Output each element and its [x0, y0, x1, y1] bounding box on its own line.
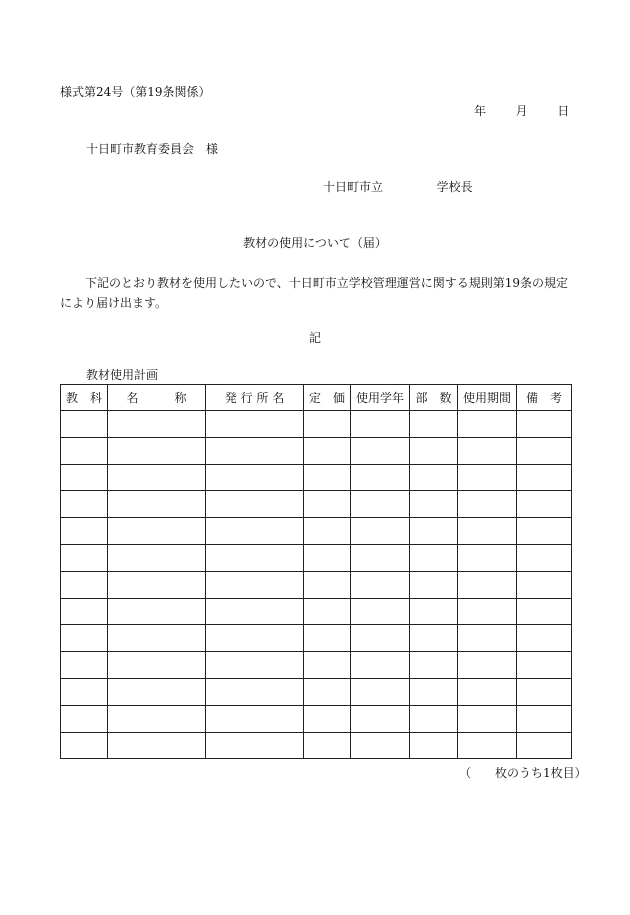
table-cell[interactable]	[458, 437, 517, 464]
table-cell[interactable]	[410, 544, 458, 571]
table-cell[interactable]	[517, 598, 572, 625]
table-cell[interactable]	[410, 652, 458, 679]
table-cell[interactable]	[206, 625, 304, 652]
table-cell[interactable]	[61, 437, 108, 464]
table-cell[interactable]	[61, 705, 108, 732]
table-cell[interactable]	[304, 544, 351, 571]
col-header-subject: 教 科	[61, 385, 108, 411]
table-cell[interactable]	[458, 544, 517, 571]
table-row	[61, 705, 572, 732]
table-cell[interactable]	[206, 705, 304, 732]
table-cell[interactable]	[108, 732, 206, 759]
table-row	[61, 598, 572, 625]
table-cell[interactable]	[108, 544, 206, 571]
table-cell[interactable]	[108, 464, 206, 491]
table-row	[61, 678, 572, 705]
document-title: 教材の使用について（届）	[243, 236, 387, 250]
date-day: 日	[557, 104, 570, 118]
table-cell[interactable]	[351, 491, 410, 518]
table-cell[interactable]	[351, 544, 410, 571]
table-cell[interactable]	[304, 732, 351, 759]
table-row	[61, 625, 572, 652]
table-cell[interactable]	[304, 678, 351, 705]
table-cell[interactable]	[206, 678, 304, 705]
body-text: 下記のとおり教材を使用したいので、十日町市立学校管理運営に関する規則第19条の規定により届け出ます。	[60, 276, 569, 310]
table-cell[interactable]	[517, 518, 572, 545]
table-cell[interactable]	[351, 652, 410, 679]
table-cell[interactable]	[61, 598, 108, 625]
table-cell[interactable]	[351, 518, 410, 545]
col-header-remarks: 備 考	[517, 385, 572, 411]
table-row	[61, 518, 572, 545]
table-cell[interactable]	[304, 491, 351, 518]
table-cell[interactable]	[61, 652, 108, 679]
table-cell[interactable]	[304, 437, 351, 464]
plan-table	[60, 384, 572, 759]
table-cell[interactable]	[410, 625, 458, 652]
table-cell[interactable]	[517, 437, 572, 464]
table-cell[interactable]	[108, 518, 206, 545]
table-cell[interactable]	[458, 598, 517, 625]
table-cell[interactable]	[351, 598, 410, 625]
table-cell[interactable]	[304, 464, 351, 491]
table-cell[interactable]	[108, 411, 206, 438]
table-cell[interactable]	[458, 571, 517, 598]
table-row	[61, 652, 572, 679]
table-cell[interactable]	[108, 652, 206, 679]
table-cell[interactable]	[61, 571, 108, 598]
table-cell[interactable]	[206, 598, 304, 625]
table-row	[61, 464, 572, 491]
table-cell[interactable]	[517, 411, 572, 438]
table-cell[interactable]	[304, 705, 351, 732]
table-cell[interactable]	[304, 571, 351, 598]
page-count: （ 枚のうち1枚目）	[459, 766, 587, 780]
table-cell[interactable]	[108, 625, 206, 652]
col-header-period: 使用期間	[458, 385, 517, 411]
date-line	[474, 104, 569, 118]
form-number: 様式第24号（第19条関係）	[60, 85, 211, 99]
table-cell[interactable]	[458, 678, 517, 705]
sender	[323, 180, 473, 194]
table-cell[interactable]	[410, 598, 458, 625]
table-cell[interactable]	[61, 544, 108, 571]
table-cell[interactable]	[108, 598, 206, 625]
table-cell[interactable]	[517, 678, 572, 705]
table-cell[interactable]	[61, 518, 108, 545]
table-cell[interactable]	[61, 464, 108, 491]
date-month: 月	[515, 104, 528, 118]
table-cell[interactable]	[61, 625, 108, 652]
table-cell[interactable]	[517, 571, 572, 598]
col-header-name: 名 称	[108, 385, 206, 411]
table-cell[interactable]	[206, 411, 304, 438]
table-cell[interactable]	[517, 625, 572, 652]
date-year: 年	[474, 104, 487, 118]
table-cell[interactable]	[304, 598, 351, 625]
table-cell[interactable]	[61, 411, 108, 438]
table-header-row	[61, 385, 572, 411]
ki-heading: 記	[308, 331, 321, 345]
table-cell[interactable]	[410, 571, 458, 598]
plan-label: 教材使用計画	[86, 368, 159, 382]
table-cell[interactable]	[410, 491, 458, 518]
table-cell[interactable]	[108, 571, 206, 598]
table-cell[interactable]	[517, 491, 572, 518]
table-cell[interactable]	[458, 518, 517, 545]
table-cell[interactable]	[458, 464, 517, 491]
table-cell[interactable]	[351, 464, 410, 491]
table-cell[interactable]	[517, 705, 572, 732]
table-cell[interactable]	[458, 705, 517, 732]
table-cell[interactable]	[108, 678, 206, 705]
col-header-grade: 使用学年	[351, 385, 410, 411]
table-cell[interactable]	[351, 571, 410, 598]
table-cell[interactable]	[410, 732, 458, 759]
sender-city: 十日町市立	[323, 180, 384, 194]
table-cell[interactable]	[351, 437, 410, 464]
table-cell[interactable]	[517, 544, 572, 571]
table-cell[interactable]	[351, 705, 410, 732]
table-cell[interactable]	[206, 571, 304, 598]
table-cell[interactable]	[304, 652, 351, 679]
table-cell[interactable]	[458, 652, 517, 679]
table-cell[interactable]	[458, 411, 517, 438]
table-body	[61, 411, 572, 759]
table-cell[interactable]	[351, 625, 410, 652]
table-cell[interactable]	[304, 518, 351, 545]
col-header-copies: 部 数	[410, 385, 458, 411]
addressee: 十日町市教育委員会 様	[86, 142, 219, 156]
table-cell[interactable]	[108, 491, 206, 518]
table-cell[interactable]	[61, 678, 108, 705]
sender-school: 学校長	[436, 180, 473, 194]
table-cell[interactable]	[458, 491, 517, 518]
col-header-publisher: 発 行 所 名	[206, 385, 304, 411]
table-cell[interactable]	[108, 705, 206, 732]
table-cell[interactable]	[351, 678, 410, 705]
table-cell[interactable]	[206, 491, 304, 518]
table-row	[61, 571, 572, 598]
table-row	[61, 437, 572, 464]
table-cell[interactable]	[517, 464, 572, 491]
table-cell[interactable]	[206, 518, 304, 545]
table-cell[interactable]	[458, 625, 517, 652]
table-cell[interactable]	[410, 518, 458, 545]
table-cell[interactable]	[206, 464, 304, 491]
table-cell[interactable]	[206, 544, 304, 571]
table-cell[interactable]	[108, 437, 206, 464]
table-cell[interactable]	[410, 678, 458, 705]
table-cell[interactable]	[206, 652, 304, 679]
table-cell[interactable]	[410, 705, 458, 732]
table-row	[61, 732, 572, 759]
table-cell[interactable]	[206, 437, 304, 464]
table-cell[interactable]	[410, 464, 458, 491]
table-cell[interactable]	[458, 732, 517, 759]
table-cell[interactable]	[351, 411, 410, 438]
table-cell[interactable]	[206, 732, 304, 759]
table-row	[61, 491, 572, 518]
table-cell[interactable]	[351, 732, 410, 759]
table-cell[interactable]	[517, 652, 572, 679]
table-cell[interactable]	[410, 437, 458, 464]
table-cell[interactable]	[517, 732, 572, 759]
table-cell[interactable]	[304, 411, 351, 438]
table-cell[interactable]	[61, 732, 108, 759]
table-cell[interactable]	[61, 491, 108, 518]
table-row	[61, 411, 572, 438]
table-cell[interactable]	[410, 411, 458, 438]
col-header-price: 定 価	[304, 385, 351, 411]
table-row	[61, 544, 572, 571]
table-cell[interactable]	[304, 625, 351, 652]
